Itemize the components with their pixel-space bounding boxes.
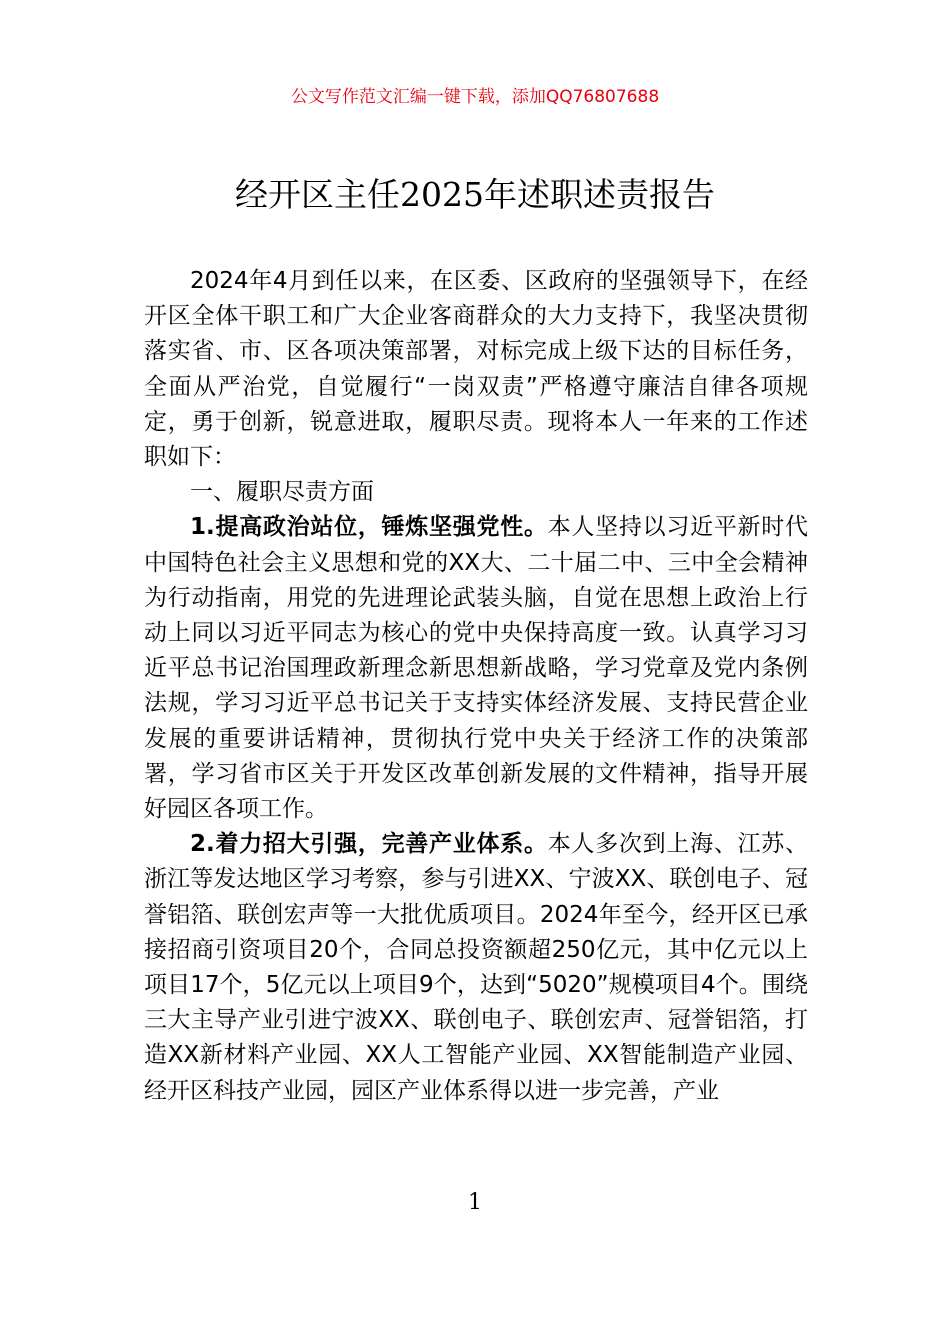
header-banner: 公文写作范文汇编一键下载，添加QQ76807688	[290, 87, 660, 107]
item-lead: 1.提高政治站位，锤炼坚强党性。	[190, 514, 548, 541]
item-paragraph	[144, 510, 808, 827]
item-lead: 2.着力招大引强，完善产业体系。	[190, 831, 548, 858]
document-body	[144, 264, 808, 1109]
page-number: 1	[468, 1190, 482, 1215]
intro-paragraph: 2024年4月到任以来，在区委、区政府的坚强领导下，在经开区全体干职工和广大企业客商群众的大力支持下，我坚决贯彻落实省、市、区各项决策部署，对标完成上级下达的目标任务，全面从严治党，自觉履行“一岗双责”严格遵守廉洁自律各项规定，勇于创新，锐意进取，履职尽责。现将本人一年来的工作述职如下：	[144, 268, 808, 471]
item-text: 本人坚持以习近平新时代中国特色社会主义思想和党的XX大、二十届二中、三中全会精神为行动指南，用党的先进理论武装头脑，自觉在思想上政治上行动上同以习近平同志为核心的党中央保持高度一致。认真学习习近平总书记治国理政新理念新思想新战略，学习党章及党内条例法规，学习习近平总书记关于支持实体经济发展、支持民营企业发展的重要讲话精神，贯彻执行党中央关于经济工作的决策部署，学习省市区关于开发区改革创新发展的文件精神，指导开展好园区各项工作。	[144, 514, 809, 823]
item-paragraph	[144, 827, 808, 1109]
document-title: 经开区主任2025年述职述责报告	[235, 175, 715, 214]
item-text: 本人多次到上海、江苏、浙江等发达地区学习考察，参与引进XX、宁波XX、联创电子、冠誉铝箔、联创宏声等一大批优质项目。2024年至今，经开区已承接招商引资项目20个，合同总投资额超250亿元，其中亿元以上项目17个，5亿元以上项目9个，达到“5020”规模项目4个。围绕三大主导产业引进宁波XX、联创电子、联创宏声、冠誉铝箔，打造XX新材料产业园、XX人工智能产业园、XX智能制造产业园、经开区科技产业园，园区产业体系得以进一步完善，产业	[144, 831, 809, 1104]
section-heading: 一、履职尽责方面	[190, 479, 374, 506]
